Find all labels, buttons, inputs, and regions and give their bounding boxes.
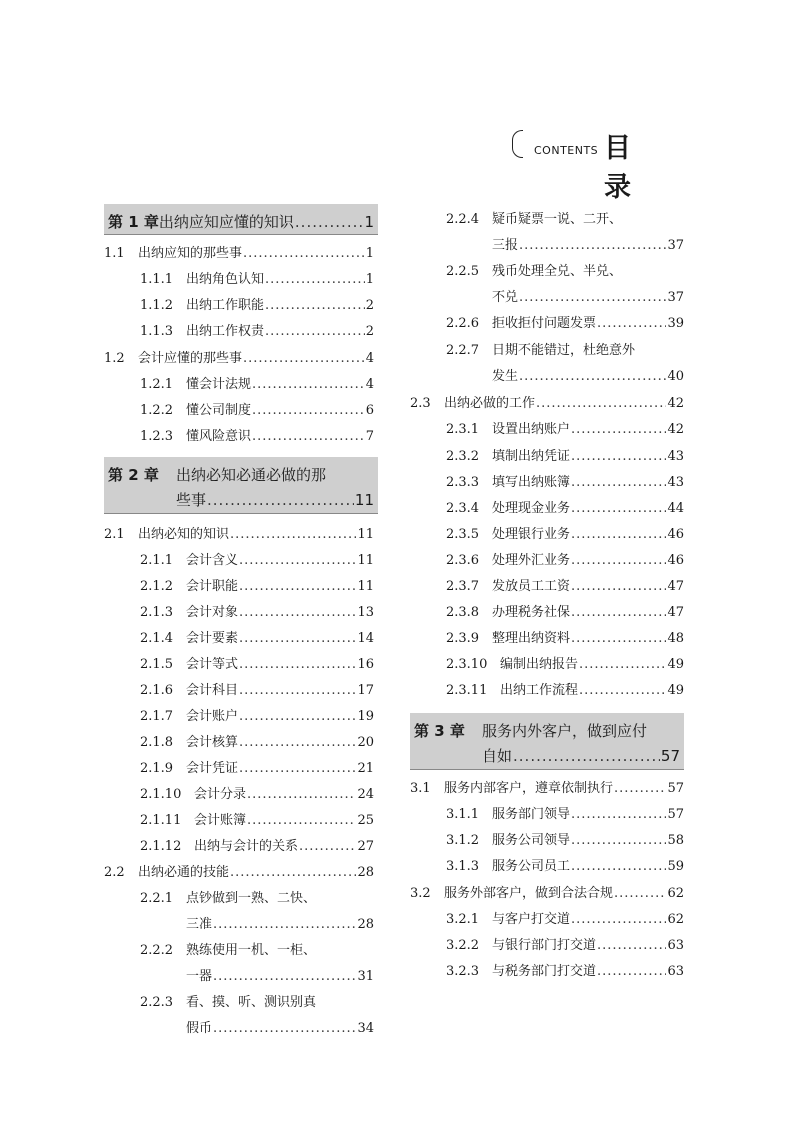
section-number: 2.1.9 xyxy=(140,761,174,776)
section-number: 2.1.10 xyxy=(140,787,182,802)
page-number: 46 xyxy=(667,527,684,542)
toc-entry-2-3-11[interactable] xyxy=(446,683,684,699)
page-number: 48 xyxy=(667,631,684,646)
section-number: 1.1.1 xyxy=(140,272,174,287)
page-number: 39 xyxy=(667,316,684,331)
page-number: 13 xyxy=(357,605,374,620)
leader-dots xyxy=(207,491,354,509)
leader-dots xyxy=(230,865,356,881)
toc-entry-2-2-4-line-2[interactable] xyxy=(492,238,684,254)
section-title: 会计科目 xyxy=(186,683,239,698)
section-number: 2.3.4 xyxy=(446,501,480,516)
section-title: 出纳与会计的关系 xyxy=(194,839,299,854)
section-title: 服务公司领导 xyxy=(492,833,571,848)
leader-dots xyxy=(239,683,356,699)
chapter-title-line-1: 服务内外客户，做到应付 xyxy=(482,722,648,740)
leader-dots xyxy=(265,298,365,314)
section-title: 处理现金业务 xyxy=(492,501,571,516)
toc-header xyxy=(510,126,700,203)
toc-entry-2-2-7-line-1[interactable] xyxy=(446,343,684,359)
page-number: 4 xyxy=(365,377,374,392)
section-title: 办理税务社保 xyxy=(492,605,571,620)
page-number: 57 xyxy=(667,807,684,822)
leader-dots xyxy=(519,290,666,306)
page-number: 47 xyxy=(667,579,684,594)
leader-dots xyxy=(571,912,666,928)
page-number: 19 xyxy=(357,709,374,724)
section-title-line-1: 疑币疑票一说、二开、 xyxy=(492,212,623,227)
leader-dots xyxy=(597,316,666,332)
toc-entry-2-1[interactable] xyxy=(104,527,374,543)
page-number: 43 xyxy=(667,449,684,464)
leader-dots xyxy=(239,605,356,621)
leader-dots xyxy=(571,422,666,438)
section-number: 3.1 xyxy=(410,781,431,796)
section-number: 3.2.1 xyxy=(446,912,480,927)
toc-entry-1-2-3[interactable] xyxy=(140,429,374,445)
section-number: 2.3.3 xyxy=(446,475,480,490)
section-number: 2.3.10 xyxy=(446,657,488,672)
section-title: 填制出纳凭证 xyxy=(492,449,571,464)
leader-dots xyxy=(571,553,666,569)
leader-dots xyxy=(265,272,365,288)
section-title: 整理出纳资料 xyxy=(492,631,571,646)
section-number: 1.1.2 xyxy=(140,298,174,313)
page-number: 11 xyxy=(354,491,374,509)
toc-entry-2-1-8[interactable] xyxy=(140,735,374,751)
page-number: 43 xyxy=(667,475,684,490)
page-number: 63 xyxy=(667,938,684,953)
page-number: 49 xyxy=(667,657,684,672)
section-title: 服务外部客户，做到合法合规 xyxy=(444,886,614,901)
leader-dots xyxy=(614,781,666,797)
leader-dots xyxy=(614,886,666,902)
toc-entry-2-3-2[interactable] xyxy=(446,449,684,465)
section-number: 2.1.12 xyxy=(140,839,182,854)
section-number: 2.3.2 xyxy=(446,449,480,464)
leader-dots xyxy=(571,605,666,621)
page-number: 1 xyxy=(365,246,374,261)
toc-entry-1-2-1[interactable] xyxy=(140,377,374,393)
leader-dots xyxy=(243,246,365,262)
page-number: 49 xyxy=(667,683,684,698)
chapter-label: 第 2 章 xyxy=(108,466,159,484)
section-number: 2.1.2 xyxy=(140,579,174,594)
page-number: 24 xyxy=(357,787,374,802)
section-title: 会计对象 xyxy=(186,605,239,620)
section-title: 处理银行业务 xyxy=(492,527,571,542)
toc-entry-3-1[interactable] xyxy=(410,781,684,797)
page-number: 1 xyxy=(364,213,374,231)
toc-entry-3-1-1[interactable] xyxy=(446,807,684,823)
leader-dots xyxy=(519,238,666,254)
section-title: 出纳工作权责 xyxy=(186,324,265,339)
toc-entry-2-1-3[interactable] xyxy=(140,605,374,621)
leader-dots xyxy=(243,351,365,367)
section-title: 设置出纳账户 xyxy=(492,422,571,437)
section-title-line-2: 一器 xyxy=(186,969,213,984)
leader-dots xyxy=(571,501,666,517)
section-number: 3.2.3 xyxy=(446,964,480,979)
section-title: 会计含义 xyxy=(186,553,239,568)
page-number: 6 xyxy=(365,403,374,418)
toc-entry-2-1-1[interactable] xyxy=(140,553,374,569)
leader-dots xyxy=(571,807,666,823)
leader-dots xyxy=(239,553,356,569)
page-number: 1 xyxy=(365,272,374,287)
section-title: 服务部门领导 xyxy=(492,807,571,822)
section-number: 2.1.1 xyxy=(140,553,174,568)
leader-dots xyxy=(571,631,666,647)
page-number: 2 xyxy=(365,324,374,339)
section-title: 出纳工作职能 xyxy=(186,298,265,313)
section-number: 2.2.1 xyxy=(140,891,174,906)
page-number: 21 xyxy=(357,761,374,776)
section-title: 拒收拒付问题发票 xyxy=(492,316,597,331)
section-number: 2.2.2 xyxy=(140,943,174,958)
section-title: 会计分录 xyxy=(194,787,247,802)
section-title: 服务公司员工 xyxy=(492,859,571,874)
leader-dots xyxy=(579,683,666,699)
page-number: 28 xyxy=(357,917,374,932)
leader-dots xyxy=(536,396,666,412)
toc-entry-2-1-4[interactable] xyxy=(140,631,374,647)
section-title: 会计凭证 xyxy=(186,761,239,776)
leader-dots xyxy=(571,833,666,849)
section-number: 3.2.2 xyxy=(446,938,480,953)
chapter-title-line-2: 自如 xyxy=(482,747,513,765)
section-number: 2.1.7 xyxy=(140,709,174,724)
leader-dots xyxy=(597,964,666,980)
page-number: 14 xyxy=(357,631,374,646)
page-number: 31 xyxy=(357,969,374,984)
toc-entry-3-1-2[interactable] xyxy=(446,833,684,849)
leader-dots xyxy=(571,475,666,491)
page-number: 63 xyxy=(667,964,684,979)
section-number: 1.2.3 xyxy=(140,429,174,444)
section-title-line-2: 三准 xyxy=(186,917,213,932)
section-number: 2.2.4 xyxy=(446,212,480,227)
section-number: 2.3.7 xyxy=(446,579,480,594)
toc-entry-3-1-3[interactable] xyxy=(446,859,684,875)
leader-dots xyxy=(247,787,356,803)
chapter-2-heading[interactable] xyxy=(104,457,378,514)
leader-dots xyxy=(265,324,365,340)
page-number: 44 xyxy=(667,501,684,516)
section-number: 1.2 xyxy=(104,351,125,366)
section-title: 服务内部客户，遵章依制执行 xyxy=(444,781,614,796)
toc-entry-2-2-2-line-2[interactable] xyxy=(186,969,374,985)
section-title-line-1: 熟练使用一机、一柜、 xyxy=(186,943,317,958)
page-number: 28 xyxy=(357,865,374,880)
section-title: 发放员工工资 xyxy=(492,579,571,594)
section-number: 2.1.8 xyxy=(140,735,174,750)
leader-dots xyxy=(519,369,666,385)
leader-dots xyxy=(579,657,666,673)
section-title-line-2: 发生 xyxy=(492,369,519,384)
section-number: 1.2.2 xyxy=(140,403,174,418)
section-number: 2.3 xyxy=(410,396,431,411)
leader-dots xyxy=(252,429,365,445)
chapter-label: 第 1 章 xyxy=(108,213,159,231)
chapter-title: 出纳应知应懂的知识 xyxy=(158,213,294,231)
toc-entry-2-3-1[interactable] xyxy=(446,422,684,438)
page-number: 42 xyxy=(667,422,684,437)
page-number: 37 xyxy=(667,290,684,305)
chapter-3-heading[interactable] xyxy=(410,713,684,770)
leader-dots xyxy=(239,631,356,647)
leader-dots xyxy=(571,527,666,543)
section-title-line-2: 三报 xyxy=(492,238,519,253)
toc-entry-2-3-7[interactable] xyxy=(446,579,684,595)
toc-entry-2-1-10[interactable] xyxy=(140,787,374,803)
page-number: 34 xyxy=(357,1021,374,1036)
section-title: 与客户打交道 xyxy=(492,912,571,927)
toc-entry-3-2[interactable] xyxy=(410,886,684,902)
leader-dots xyxy=(213,1021,356,1037)
section-number: 1.2.1 xyxy=(140,377,174,392)
toc-entry-2-3-4[interactable] xyxy=(446,501,684,517)
section-title: 填写出纳账簿 xyxy=(492,475,571,490)
leader-dots xyxy=(213,969,356,985)
section-number: 2.3.11 xyxy=(446,683,488,698)
section-title: 出纳工作流程 xyxy=(500,683,579,698)
section-number: 2.3.8 xyxy=(446,605,480,620)
leader-dots xyxy=(239,761,356,777)
section-number: 2.1.6 xyxy=(140,683,174,698)
chapter-title-line-1: 出纳必知必通必做的那 xyxy=(176,466,327,484)
section-title: 出纳必做的工作 xyxy=(444,396,536,411)
section-title: 与税务部门打交道 xyxy=(492,964,597,979)
section-title: 会计账户 xyxy=(186,709,239,724)
section-title: 懂风险意识 xyxy=(186,429,252,444)
section-title: 懂公司制度 xyxy=(186,403,252,418)
toc-entry-2-1-6[interactable] xyxy=(140,683,374,699)
page-number: 20 xyxy=(357,735,374,750)
section-title: 处理外汇业务 xyxy=(492,553,571,568)
leader-dots xyxy=(239,735,356,751)
page-number: 46 xyxy=(667,553,684,568)
section-number: 2.2 xyxy=(104,865,125,880)
section-number: 2.3.6 xyxy=(446,553,480,568)
leader-dots xyxy=(239,709,356,725)
page-number: 25 xyxy=(357,813,374,828)
section-number: 3.1.2 xyxy=(446,833,480,848)
section-title: 出纳应知的那些事 xyxy=(138,246,243,261)
toc-entry-2-2-2-line-1[interactable] xyxy=(140,943,374,959)
leader-dots xyxy=(213,917,356,933)
leader-dots xyxy=(597,938,666,954)
leader-dots xyxy=(299,839,356,855)
toc-entry-2-2-7-line-2[interactable] xyxy=(492,369,684,385)
toc-entry-3-2-1[interactable] xyxy=(446,912,684,928)
toc-entry-2-1-11[interactable] xyxy=(140,813,374,829)
section-number: 2.1.5 xyxy=(140,657,174,672)
toc-entry-2-3[interactable] xyxy=(410,396,684,412)
toc-entry-1-1-3[interactable] xyxy=(140,324,374,340)
section-number: 1.1 xyxy=(104,246,125,261)
section-number: 2.3.9 xyxy=(446,631,480,646)
toc-entry-2-1-7[interactable] xyxy=(140,709,374,725)
page-number: 16 xyxy=(357,657,374,672)
toc-entry-2-2-3-line-1[interactable] xyxy=(140,995,374,1011)
leader-dots xyxy=(571,859,666,875)
toc-entry-1-1-2[interactable] xyxy=(140,298,374,314)
section-title-line-1: 点钞做到一熟、二快、 xyxy=(186,891,317,906)
page-number: 42 xyxy=(667,396,684,411)
chapter-label: 第 3 章 xyxy=(414,722,465,740)
section-title-line-2: 不兑 xyxy=(492,290,519,305)
section-title: 会计应懂的那些事 xyxy=(138,351,243,366)
section-number: 1.1.3 xyxy=(140,324,174,339)
page-number: 11 xyxy=(357,579,374,594)
section-number: 2.1.3 xyxy=(140,605,174,620)
section-number: 2.2.6 xyxy=(446,316,480,331)
page-number: 62 xyxy=(667,912,684,927)
toc-entry-1-2-2[interactable] xyxy=(140,403,374,419)
leader-dots xyxy=(571,579,666,595)
contents-bracket-decoration xyxy=(512,130,523,158)
toc-entry-2-2-1-line-1[interactable] xyxy=(140,891,374,907)
leader-dots xyxy=(252,403,365,419)
page-number: 27 xyxy=(357,839,374,854)
section-title: 出纳角色认知 xyxy=(186,272,265,287)
chapter-1-heading[interactable] xyxy=(104,204,378,235)
toc-entry-1-2[interactable] xyxy=(104,351,374,367)
leader-dots xyxy=(295,213,364,231)
section-title: 会计职能 xyxy=(186,579,239,594)
toc-entry-2-2-4-line-1[interactable] xyxy=(446,212,684,228)
section-title-line-1: 日期不能错过，杜绝意外 xyxy=(492,343,636,358)
page-number: 57 xyxy=(667,781,684,796)
page-number: 58 xyxy=(667,833,684,848)
section-number: 3.2 xyxy=(410,886,431,901)
page-number: 7 xyxy=(365,429,374,444)
section-title: 与银行部门打交道 xyxy=(492,938,597,953)
toc-entry-3-2-2[interactable] xyxy=(446,938,684,954)
page-number: 11 xyxy=(357,527,374,542)
contents-label: CONTENTS xyxy=(534,144,599,157)
section-title: 出纳必通的技能 xyxy=(138,865,230,880)
section-number: 3.1.1 xyxy=(446,807,480,822)
page-title: 目 录 xyxy=(604,133,651,203)
toc-entry-2-1-9[interactable] xyxy=(140,761,374,777)
toc-entry-2-2[interactable] xyxy=(104,865,374,881)
toc-entry-3-2-3[interactable] xyxy=(446,964,684,980)
section-title: 会计核算 xyxy=(186,735,239,750)
section-number: 3.1.3 xyxy=(446,859,480,874)
page-number: 4 xyxy=(365,351,374,366)
section-number: 2.2.3 xyxy=(140,995,174,1010)
toc-entry-2-2-5-line-1[interactable] xyxy=(446,264,684,280)
section-title: 会计等式 xyxy=(186,657,239,672)
page-number: 47 xyxy=(667,605,684,620)
chapter-title-line-2: 些事 xyxy=(176,491,207,509)
section-number: 2.2.7 xyxy=(446,343,480,358)
section-number: 2.1.11 xyxy=(140,813,182,828)
section-number: 2.3.5 xyxy=(446,527,480,542)
toc-entry-2-1-12[interactable] xyxy=(140,839,374,855)
toc-entry-2-3-6[interactable] xyxy=(446,553,684,569)
leader-dots xyxy=(252,377,365,393)
page-number: 62 xyxy=(667,886,684,901)
section-title: 懂会计法规 xyxy=(186,377,252,392)
leader-dots xyxy=(571,449,666,465)
section-title: 会计账簿 xyxy=(194,813,247,828)
toc-entry-2-3-5[interactable] xyxy=(446,527,684,543)
leader-dots xyxy=(239,579,356,595)
page-number: 59 xyxy=(667,859,684,874)
toc-entry-2-3-3[interactable] xyxy=(446,475,684,491)
section-title: 编制出纳报告 xyxy=(500,657,579,672)
page-number: 2 xyxy=(365,298,374,313)
section-title: 会计要素 xyxy=(186,631,239,646)
page-number: 57 xyxy=(660,747,680,765)
section-title-line-1: 看、摸、听、测识别真 xyxy=(186,995,317,1010)
toc-entry-2-2-5-line-2[interactable] xyxy=(492,290,684,306)
section-title-line-1: 残币处理全兑、半兑、 xyxy=(492,264,623,279)
toc-entry-2-1-5[interactable] xyxy=(140,657,374,673)
leader-dots xyxy=(247,813,356,829)
toc-entry-2-3-8[interactable] xyxy=(446,605,684,621)
leader-dots xyxy=(230,527,356,543)
section-number: 2.1.4 xyxy=(140,631,174,646)
toc-entry-2-2-3-line-2[interactable] xyxy=(186,1021,374,1037)
toc-entry-2-3-10[interactable] xyxy=(446,657,684,673)
section-number: 2.3.1 xyxy=(446,422,480,437)
page-number: 37 xyxy=(667,238,684,253)
page-number: 11 xyxy=(357,553,374,568)
toc-entry-1-1[interactable] xyxy=(104,246,374,262)
page-number: 17 xyxy=(357,683,374,698)
leader-dots xyxy=(513,747,660,765)
toc-entry-2-2-1-line-2[interactable] xyxy=(186,917,374,933)
toc-entry-2-3-9[interactable] xyxy=(446,631,684,647)
page-number: 40 xyxy=(667,369,684,384)
toc-entry-2-2-6[interactable] xyxy=(446,316,684,332)
toc-entry-1-1-1[interactable] xyxy=(140,272,374,288)
section-title: 出纳必知的知识 xyxy=(138,527,230,542)
section-title-line-2: 假币 xyxy=(186,1021,213,1036)
section-number: 2.1 xyxy=(104,527,125,542)
leader-dots xyxy=(239,657,356,673)
section-number: 2.2.5 xyxy=(446,264,480,279)
toc-entry-2-1-2[interactable] xyxy=(140,579,374,595)
